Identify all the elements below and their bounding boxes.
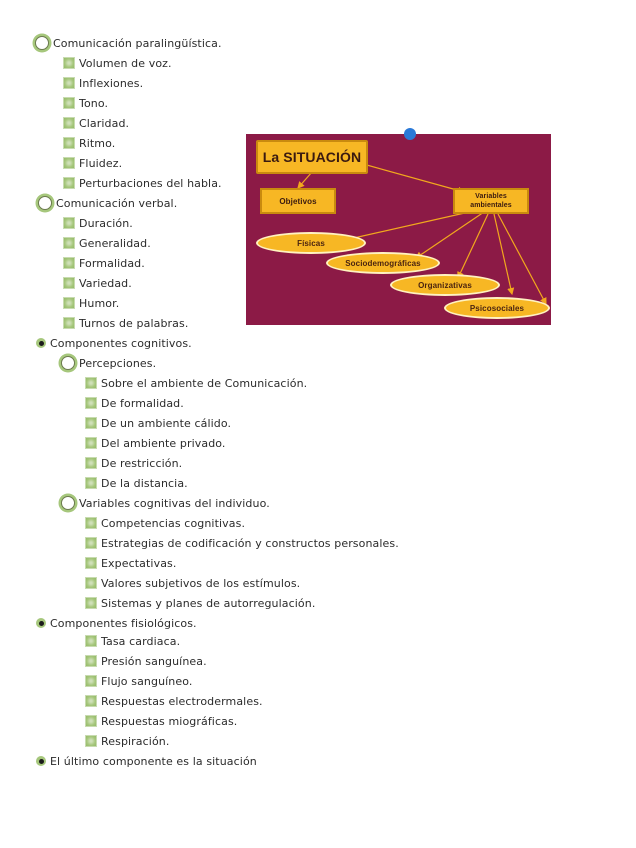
square-bullet-icon <box>85 695 97 707</box>
outline-item: Generalidad. <box>63 233 151 253</box>
outline-item: Componentes cognitivos. <box>36 333 192 353</box>
ring-bullet-icon <box>35 36 49 50</box>
ring-bullet-icon <box>61 356 75 370</box>
objetivos-box: Objetivos <box>260 188 336 214</box>
square-bullet-icon <box>85 635 97 647</box>
dot-bullet-icon <box>36 756 46 766</box>
outline-item: Estrategias de codificación y constructos personales. <box>85 533 399 553</box>
square-bullet-icon <box>85 477 97 489</box>
square-bullet-icon <box>85 557 97 569</box>
psicosociales-ellipse: Psicosociales <box>444 297 550 319</box>
square-bullet-icon <box>85 457 97 469</box>
outline-item: Respuestas electrodermales. <box>85 691 263 711</box>
outline-item: Presión sanguínea. <box>85 651 207 671</box>
square-bullet-icon <box>63 157 75 169</box>
outline-item: De la distancia. <box>85 473 188 493</box>
outline-item: Comunicación verbal. <box>38 193 177 213</box>
outline-item: Tono. <box>63 93 108 113</box>
outline-item: Humor. <box>63 293 119 313</box>
organizativas-ellipse: Organizativas <box>390 274 500 296</box>
square-bullet-icon <box>63 77 75 89</box>
square-bullet-icon <box>85 437 97 449</box>
square-bullet-icon <box>63 117 75 129</box>
ring-bullet-icon <box>61 496 75 510</box>
square-bullet-icon <box>85 517 97 529</box>
outline-item: Competencias cognitivas. <box>85 513 245 533</box>
square-bullet-icon <box>85 597 97 609</box>
square-bullet-icon <box>85 675 97 687</box>
ring-bullet-icon <box>38 196 52 210</box>
arrow-to-sociodemograficas <box>416 212 484 258</box>
outline-item: Variables cognitivas del individuo. <box>61 493 270 513</box>
square-bullet-icon <box>85 397 97 409</box>
square-bullet-icon <box>63 97 75 109</box>
square-bullet-icon <box>63 217 75 229</box>
outline-item: Perturbaciones del habla. <box>63 173 222 193</box>
outline-item: Expectativas. <box>85 553 176 573</box>
outline-item: Respuestas miográficas. <box>85 711 237 731</box>
outline-item: Duración. <box>63 213 133 233</box>
arrow-to-variables <box>356 162 464 192</box>
outline-item: De formalidad. <box>85 393 184 413</box>
outline-item: Flujo sanguíneo. <box>85 671 192 691</box>
outline-item: De restricción. <box>85 453 182 473</box>
square-bullet-icon <box>85 735 97 747</box>
square-bullet-icon <box>63 137 75 149</box>
dot-bullet-icon <box>36 338 46 348</box>
square-bullet-icon <box>85 417 97 429</box>
dot-bullet-icon <box>36 618 46 628</box>
square-bullet-icon <box>63 257 75 269</box>
square-bullet-icon <box>63 237 75 249</box>
square-bullet-icon <box>63 57 75 69</box>
fisicas-ellipse: Físicas <box>256 232 366 254</box>
outline-item: Valores subjetivos de los estímulos. <box>85 573 300 593</box>
square-bullet-icon <box>85 377 97 389</box>
square-bullet-icon <box>63 177 75 189</box>
outline-item: Volumen de voz. <box>63 53 172 73</box>
square-bullet-icon <box>63 317 75 329</box>
outline-item: Sobre el ambiente de Comunicación. <box>85 373 307 393</box>
square-bullet-icon <box>63 277 75 289</box>
outline-item: Fluidez. <box>63 153 122 173</box>
outline-item: Respiración. <box>85 731 169 751</box>
arrow-to-organizativas <box>458 214 488 278</box>
arrow-to-psicosociales-edge <box>498 214 546 304</box>
outline-item: Formalidad. <box>63 253 145 273</box>
outline-item: El último componente es la situación <box>36 751 257 771</box>
outline-item: Sistemas y planes de autorregulación. <box>85 593 315 613</box>
outline-item: Comunicación paralingüística. <box>35 33 222 53</box>
variables-box: Variables ambientales <box>453 188 529 214</box>
outline-item: Del ambiente privado. <box>85 433 226 453</box>
situacion-diagram <box>246 134 551 325</box>
outline-item: Percepciones. <box>61 353 156 373</box>
slide-title: La SITUACIÓN <box>256 140 368 174</box>
outline-item: Claridad. <box>63 113 129 133</box>
square-bullet-icon <box>85 537 97 549</box>
outline-item: Turnos de palabras. <box>63 313 188 333</box>
square-bullet-icon <box>85 715 97 727</box>
sociodemograficas-ellipse: Sociodemográficas <box>326 252 440 274</box>
outline-item: De un ambiente cálido. <box>85 413 231 433</box>
outline-item: Tasa cardiaca. <box>85 631 180 651</box>
blue-marker-icon <box>404 128 416 140</box>
outline-item: Inflexiones. <box>63 73 143 93</box>
square-bullet-icon <box>85 577 97 589</box>
outline-item: Variedad. <box>63 273 132 293</box>
square-bullet-icon <box>85 655 97 667</box>
outline-item: Componentes fisiológicos. <box>36 613 197 633</box>
arrow-to-objetivos <box>298 172 312 188</box>
outline-item: Ritmo. <box>63 133 115 153</box>
square-bullet-icon <box>63 297 75 309</box>
